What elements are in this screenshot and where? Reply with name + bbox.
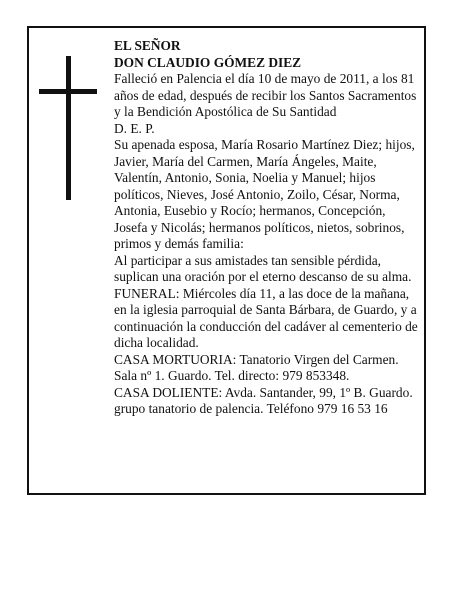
cross-vertical-bar xyxy=(66,56,71,200)
funeral-home-info: CASA MORTUORIA: Tanatorio Virgen del Carmen. Sala nº 1. Guardo. Tel. directo: 979 853348. xyxy=(114,351,399,383)
cross-horizontal-bar xyxy=(39,89,97,94)
death-announcement: Falleció en Palencia el día 10 de mayo de 2011, a los 81 años de edad, después de recibir los Santos Sacramentos y la Bendición Apostólica de Su Santidad xyxy=(114,71,417,119)
deceased-name: DON CLAUDIO GÓMEZ DIEZ xyxy=(114,54,302,70)
funeral-group-contact: grupo tanatorio de palencia. Teléfono 979 16 53 16 xyxy=(114,401,388,416)
funeral-info: FUNERAL: Miércoles día 11, a las doce de la mañana, en la iglesia parroquial de Santa Bárbara, de Guardo, y a continuación la conducción del cadáver al cementerio de dicha localidad. xyxy=(114,285,418,350)
title-line-1: EL SEÑOR xyxy=(114,38,181,53)
prayer-request: Al participar a sus amistades tan sensible pérdida, suplican una oración por el eterno descanso de su alma. xyxy=(114,252,412,284)
family-home-info: CASA DOLIENTE: Avda. Santander, 99, 1º B. Guardo. xyxy=(114,384,413,400)
notice-text xyxy=(114,38,422,418)
rip-line: D. E. P. xyxy=(114,120,155,136)
obituary-notice xyxy=(27,26,426,495)
family-list: Su apenada esposa, María Rosario Martínez Diez; hijos, Javier, María del Carmen, María Ángeles, Maite, Valentín, Antonio, Sonia, Noelia y Manuel; hijos políticos, Nieves, José Antonio, Zoilo, César, Norma, Antonia, Eusebio y Rocío; hermanos, Concepción, Josefa y Nicolás; hermanos políticos, nietos, sobrinos, primos y demás familia: xyxy=(114,137,415,251)
cross-icon xyxy=(39,56,97,200)
